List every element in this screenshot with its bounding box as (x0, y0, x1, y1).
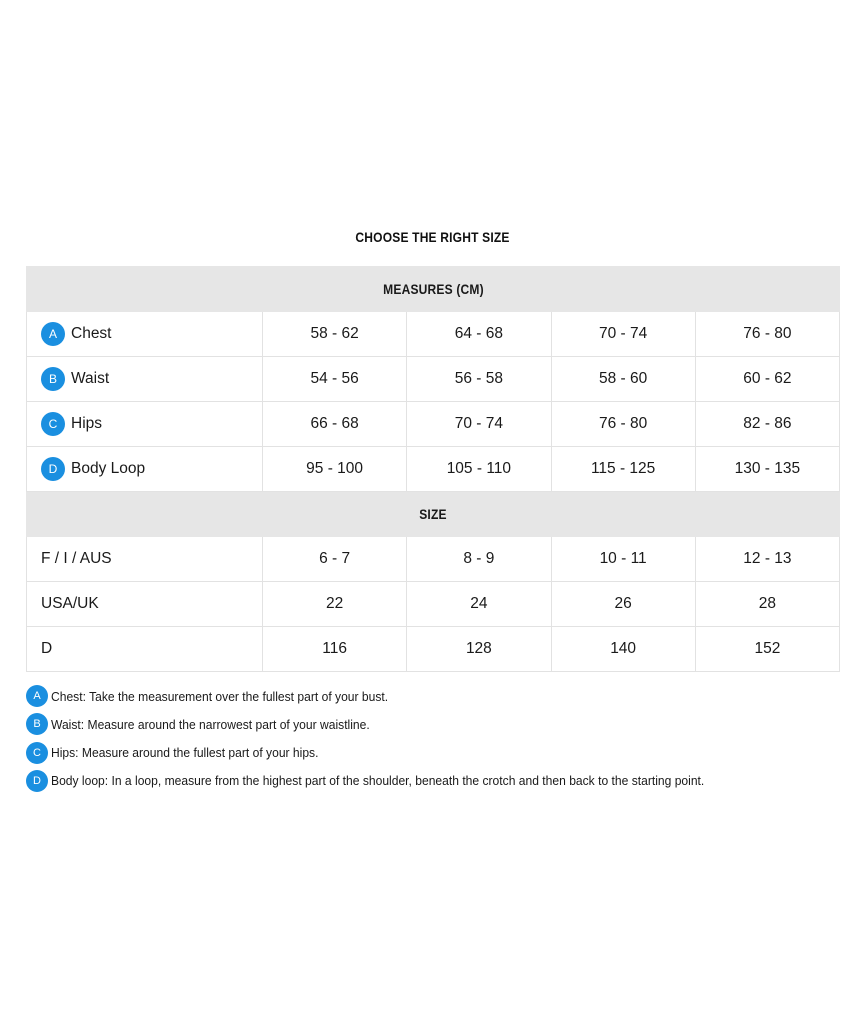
note-hips (26, 742, 839, 764)
table-cell: 8 - 9 (407, 537, 551, 582)
table-cell: 56 - 58 (407, 357, 551, 402)
table-cell: 6 - 7 (263, 537, 407, 582)
badge-b-icon: B (41, 367, 65, 391)
measures-section-header (27, 267, 840, 312)
note-chest (26, 685, 839, 707)
badge-a-icon: A (26, 685, 48, 707)
table-cell: 58 - 60 (551, 357, 695, 402)
row-label-waist (27, 357, 263, 402)
note-waist (26, 713, 839, 735)
table-row-d (27, 627, 840, 672)
row-label-chest (27, 312, 263, 357)
row-label-text: Chest (71, 325, 112, 342)
table-cell: 116 (263, 627, 407, 672)
row-label-text: Hips (71, 415, 103, 432)
table-cell: 105 - 110 (407, 447, 551, 492)
table-cell: 58 - 62 (263, 312, 407, 357)
badge-a-icon: A (41, 322, 65, 346)
badge-c-icon: C (26, 742, 48, 764)
table-row-hips (27, 402, 840, 447)
note-text: Chest: Take the measurement over the fullest part of your bust. (51, 688, 389, 704)
row-label-f-i-aus: F / I / AUS (27, 537, 263, 582)
row-label-body-loop (27, 447, 263, 492)
table-row-chest (27, 312, 840, 357)
badge-b-icon: B (26, 713, 48, 735)
page-title: CHOOSE THE RIGHT SIZE (355, 229, 510, 245)
table-row-usa-uk (27, 582, 840, 627)
table-cell: 76 - 80 (551, 402, 695, 447)
row-label-hips (27, 402, 263, 447)
table-cell: 12 - 13 (695, 537, 839, 582)
row-label-text: Waist (71, 370, 110, 387)
table-cell: 82 - 86 (695, 402, 839, 447)
table-cell: 22 (263, 582, 407, 627)
table-cell: 115 - 125 (551, 447, 695, 492)
size-chart-table (26, 266, 840, 672)
table-cell: 64 - 68 (407, 312, 551, 357)
table-row-body-loop (27, 447, 840, 492)
size-section-header (27, 492, 840, 537)
badge-d-icon: D (41, 457, 65, 481)
row-label-usa-uk: USA/UK (27, 582, 263, 627)
table-cell: 28 (695, 582, 839, 627)
table-cell: 95 - 100 (263, 447, 407, 492)
measures-heading (27, 267, 840, 312)
note-text: Body loop: In a loop, measure from the highest part of the shoulder, beneath the crotch and then back to the starting point. (51, 773, 705, 789)
badge-c-icon: C (41, 412, 65, 436)
measurement-notes (26, 685, 839, 798)
table-cell: 10 - 11 (551, 537, 695, 582)
table-cell: 26 (551, 582, 695, 627)
note-body-loop (26, 770, 839, 792)
table-cell: 76 - 80 (695, 312, 839, 357)
table-cell: 152 (695, 627, 839, 672)
table-cell: 60 - 62 (695, 357, 839, 402)
table-cell: 54 - 56 (263, 357, 407, 402)
note-text: Waist: Measure around the narrowest part of your waistline. (51, 716, 370, 732)
table-cell: 128 (407, 627, 551, 672)
table-cell: 130 - 135 (695, 447, 839, 492)
row-label-text: Body Loop (71, 460, 146, 477)
table-row-f-i-aus (27, 537, 840, 582)
size-heading-text: SIZE (419, 506, 447, 522)
table-cell: 66 - 68 (263, 402, 407, 447)
size-heading (27, 492, 840, 537)
table-row-waist (27, 357, 840, 402)
note-text: Hips: Measure around the fullest part of your hips. (51, 745, 319, 761)
measures-heading-text: MEASURES (CM) (382, 281, 484, 297)
table-cell: 24 (407, 582, 551, 627)
table-cell: 70 - 74 (551, 312, 695, 357)
row-label-d: D (27, 627, 263, 672)
table-cell: 140 (551, 627, 695, 672)
badge-d-icon: D (26, 770, 48, 792)
table-cell: 70 - 74 (407, 402, 551, 447)
